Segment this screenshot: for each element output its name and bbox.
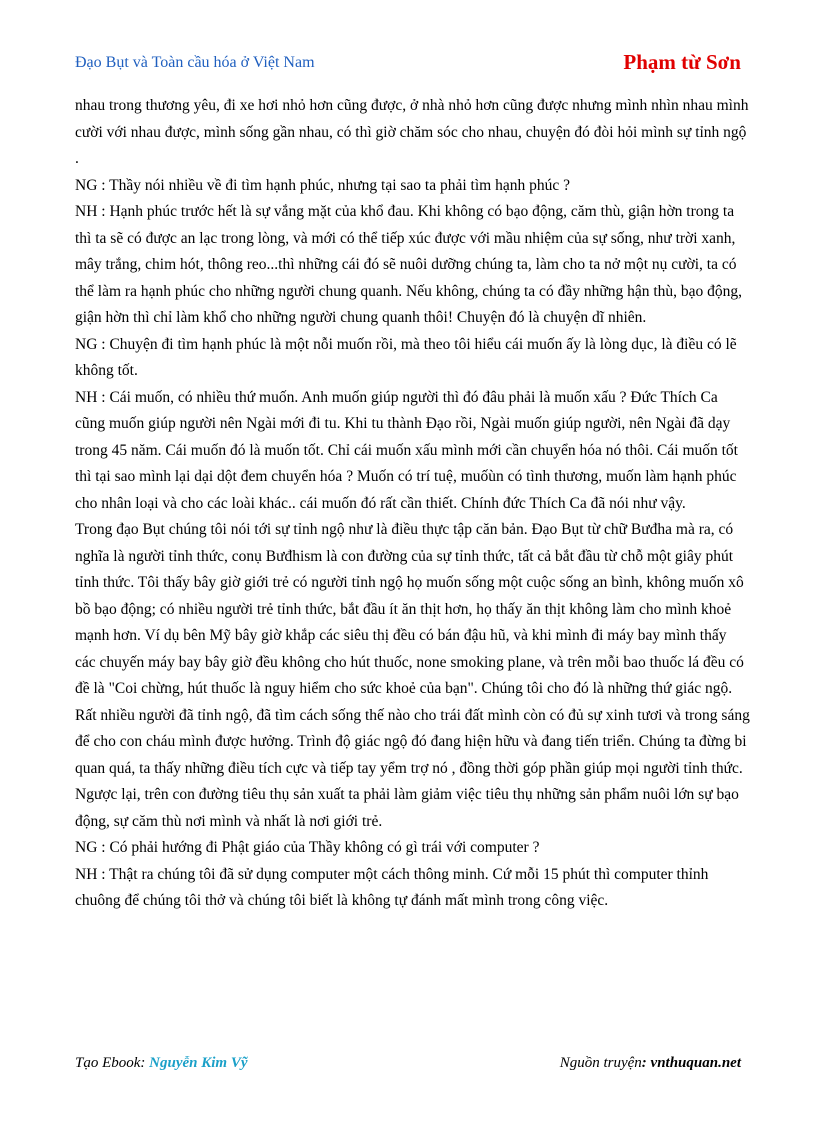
source-credit-label: Nguồn truyện [559,1055,642,1071]
book-title: Đạo Bụt và Toàn cầu hóa ở Việt Nam [75,54,315,71]
ebook-credit [75,1055,248,1072]
document-body [75,93,750,915]
paragraph: NH : Thật ra chúng tôi đã sử dụng computer một cách thông minh. Cứ mỗi 15 phút thì computer thỉnh chuông để chúng tôi thở và chúng tôi biết là không tự đánh mất mình trong công việc. [75,865,709,909]
ebook-credit-label: Tạo Ebook [75,1055,141,1071]
paragraph: NH : Hạnh phúc trước hết là sự vắng mặt của khổ đau. Khi không có bạo động, căm thù, giận hờn trong ta thì ta sẽ có được an lạc trong lòng, và mới có thể tiếp xúc được với mầu nhiệm của sự sống, như trời xanh, mây trắng, chim hót, thông reo...thì những cái đó sẽ nuôi dưỡng chúng ta, làm cho ta nở một nụ cười, ta có thể làm ra hạnh phúc cho những người chung quanh. Nếu không, chúng ta có đầy những hận thù, bạo động, giận hờn thì chỉ làm khổ cho những người chung quanh thôi! Chuyện đó là chuyện dĩ nhiên. [75,203,743,326]
paragraph: NH : Cái muốn, có nhiều thứ muốn. Anh muốn giúp người thì đó đâu phải là muốn xấu ? Đức Thích Ca cũng muốn giúp người nên Ngài mới đi tu. Khi tu thành Đạo rồi, Ngài muốn giúp người, nên Ngài đã dạy trong 45 năm. Cái muốn đó là muốn tốt. Chỉ cái muốn xấu mình mới cần chuyển hóa nó thôi. Cái muốn tốt thì tại sao mình lại dại dột đem chuyển hóa ? Muốn có trí tuệ, muốùn có tình thương, muốn làm hạnh phúc cho nhân loại và cho các loài khác.. cái muốn đó rất cần thiết. Chính đức Thích Ca đã nói như vậy. [75,388,738,512]
paragraph: NG : Có phải hướng đi Phật giáo của Thầy không có gì trái với computer ? [75,839,540,856]
author-name: Phạm từ Sơn [623,50,741,74]
paragraph: NG : Chuyện đi tìm hạnh phúc là một nỗi muốn rồi, mà theo tôi hiểu cái muốn ấy là lòng dục, là điều có lẽ không tốt. [75,335,737,379]
paragraph: NG : Thầy nói nhiều về đi tìm hạnh phúc, nhưng tại sao ta phải tìm hạnh phúc ? [75,176,570,194]
source-credit-separator: : [641,1055,651,1071]
source-site: vnthuquan.net [650,1055,741,1071]
page-header [75,50,741,78]
source-credit [560,1055,741,1072]
ebook-creator-name: Nguyễn Kim Vỹ [149,1055,248,1071]
paragraph: nhau trong thương yêu, đi xe hơi nhỏ hơn cũng được, ở nhà nhỏ hơn cũng được nhưng mình nhìn nhau mình cười với nhau được, mình sống gần nhau, có thì giờ chăm sóc cho nhau, chuyện đó đòi hỏi mình sự tỉnh ngộ . [75,97,749,167]
page-footer [75,1055,741,1077]
ebook-credit-separator: : [140,1055,150,1071]
paragraph: Trong đạo Bụt chúng tôi nói tới sự tỉnh ngộ như là điều thực tập căn bản. Đạo Bụt từ chữ Bưđha mà ra, có nghĩa là người tỉnh thức, conụ Bưđhism là con đường của sự tỉnh thức, tất cả bắt đầu từ chỗ một giây phút tỉnh thức. Tôi thấy bây giờ giới trẻ có người tỉnh ngộ họ muốn sống một cuộc sống an bình, không muốn xô bồ bạo động; có nhiều người trẻ tỉnh thức, bắt đầu ít ăn thịt hơn, họ thấy ăn thịt không làm cho mình khoẻ mạnh hơn. Ví dụ bên Mỹ bây giờ khắp các siêu thị đều có bán đậu hũ, và khi mình đi máy bay mình thấy các chuyến máy bay bây giờ đều không cho hút thuốc, none smoking plane, và trên mỗi bao thuốc lá đều có đề là "Coi chừng, hút thuốc là nguy hiểm cho sức khoẻ của bạn". Chúng tôi cho đó là những thứ giác ngộ. Rất nhiều người đã tỉnh ngộ, đã tìm cách sống thế nào cho trái đất mình còn có đủ sự xinh tươi và trong sáng để cho con cháu mình được hưởng. Trình độ giác ngộ đó đang hiện hữu và đang tiến triển. Chúng ta đừng bi quan quá, ta thấy những điều tích cực và tiếp tay yểm trợ nó , đồng thời góp phần giúp mọi người tỉnh thức. Ngược lại, trên con đường tiêu thụ sản xuất ta phải làm giảm việc tiêu thụ những sản phẩm nuôi lớn sự bạo động, sự căm thù nơi mình và nhất là nơi giới trẻ. [75,521,750,830]
